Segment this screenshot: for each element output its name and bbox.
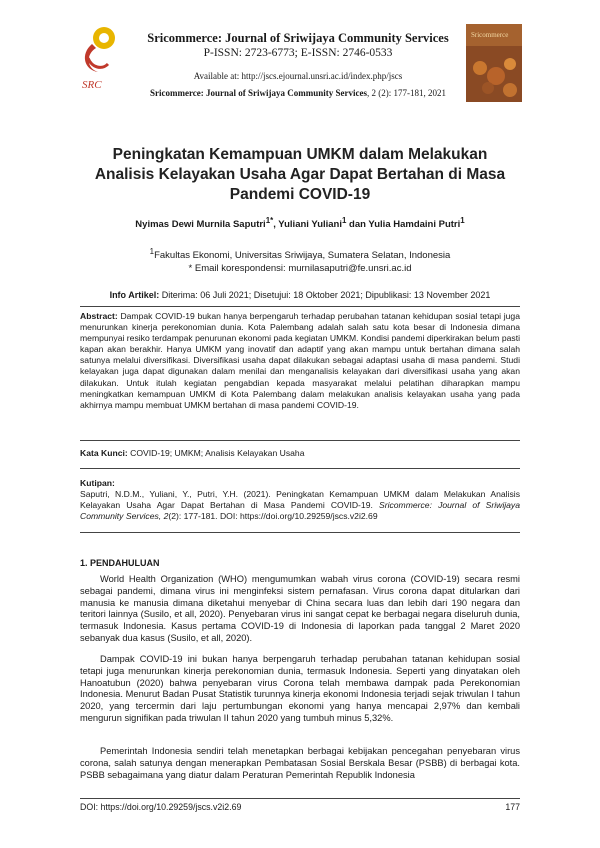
author-name: , Yuliani Yuliani [273,219,343,231]
page-footer [80,802,520,812]
cover-label: Sricommerce [471,31,509,39]
footer-doi[interactable]: DOI: https://doi.org/10.29259/jscs.v2i2.69 [80,802,242,812]
article-info: Info Artikel: Diterima: 06 Juli 2021; Disetujui: 18 Oktober 2021; Dipublikasi: 13 November 2021 [109,290,491,300]
journal-logo [78,24,126,94]
title-line: Pandemi COVID-19 [229,186,371,203]
section-heading: 1. PENDAHULUAN [80,558,160,568]
journal-header [126,30,470,99]
citation-block [80,478,520,522]
author-name: dan Yulia Hamdaini Putri [346,219,461,231]
author-name: Nyimas Dewi Murnila Saputri [135,219,266,231]
abstract [80,311,520,411]
keywords: Kata Kunci: COVID-19; UMKM; Analisis Kelayakan Usaha [80,448,305,458]
journal-citation: Sricommerce: Journal of Sriwijaya Community Services, 2 (2): 177-181, 2021 [149,88,447,98]
abstract-label: Abstract: [80,311,118,321]
article-title [60,145,540,205]
citation-text: Saputri, N.D.M., Yuliani, Y., Putri, Y.H. (2021). Peningkatan Kemampuan UMKM dalam Melakukan Analisis Kelayakan Usaha Agar Dapat Bertahan di Masa Pandemi COVID-19. Sricommerce: Journal of Sriwijaya Community Services, 2(2): 177-181. DOI: https://doi.org/10.29259/jscs.v2i2.69 [80,489,520,522]
journal-title: Sricommerce: Journal of Sriwijaya Community Services [147,31,449,45]
journal-url[interactable]: Available at: http://jscs.ejournal.unsri.ac.id/index.php/jscs [193,71,403,81]
body-paragraph: Pemerintah Indonesia sendiri telah menetapkan berbagai kebijakan pencegahan penyebaran virus corona, salah satunya dengan menerapkan Pembatasan Sosial Berskala Besar (PSBB) di berbagai kota. PSBB sebagaimana yang diatur dalam Peraturan Pemerintah Republik Indonesia [80,746,520,780]
footer-divider [80,798,520,799]
affiliation-block [60,245,540,275]
citation-label: Kutipan: [80,478,115,488]
journal-issn: P-ISSN: 2723-6773; E-ISSN: 2746-0533 [203,47,393,59]
body-paragraph: Dampak COVID-19 ini bukan hanya berpengaruh terhadap perubahan tatanan kehidupan sosial tetapi juga menurunkan kinerja perekonomian dunia, termasuk Indonesia. Seperti yang dinyatakan oleh Hanoatubun (2020) bahwa penyebaran virus Corona telah membawa dampak pada Perekonomian Indonesia. Menurut Badan Pusat Statistik turunnya kinerja ekonomi Indonesia terjadi sejak triwulan I tahun 2020, yang tercermin dari laju pertumbungan ekonomi yang hanya mencapai 2,97% dan kembali mengurun signifikan pada triwulan II tahun 2020 yang tumbuh minus 5,32%. [80,654,520,723]
logo-text: SRC [82,79,102,91]
corresponding-email[interactable]: * Email korespondensi: murnilasaputri@fe.unsri.ac.id [188,263,412,275]
abstract-text: Dampak COVID-19 bukan hanya berpengaruh terhadap perubahan tatanan kehidupan sosial tetapi juga menurunkan kinerja perekonomian dunia. Kota Palembang adalah salah satu kota besar di Indonesia dimana mempunyai resiko terdampak penurunan ekonomi pada kegiatan UMKM. Kondisi pandemi diperkirakan belum pasti kapan akan berakhir. Hanya UMKM yang inovatif dan adaptif yang akan mampu untuk bertahan dimana salah satunya melalui diversifikasi. Diversifikasi usaha dapat dilakukan sebagai adaptasi usaha di masa pandemi. Studi kelayakan juga dapat digunakan dalam menilai dan menganalisis kelayakan dari diversifikasi usaha yang akan dilakukan. Untuk itulah kegiatan pengabdian kepada masyarakat melalui pelatihan diharapkan mampu meningkatkan kemampuan UMKM di Kota Palembang dalam melakukan analisis kelayakan usaha yang pada akhirnya mampu membuat UMKM bertahan di masa pandemi COVID-19. [80,311,520,410]
divider [80,468,520,469]
affiliation: $^1$Fakultas Ekonomi, Universitas Sriwijaya, Sumatera Selatan, Indonesia [149,247,451,262]
divider [80,532,520,533]
author-list: Nyimas Dewi Murnila Saputri$^{1*}$, Yuliani Yuliani$^1$ dan Yulia Hamdaini Putri$^1$ [135,216,465,231]
divider [80,440,520,441]
page-number: 177 [505,802,520,812]
title-line: Peningkatan Kemampuan UMKM dalam Melakukan [112,146,488,163]
divider [80,306,520,307]
body-paragraph: World Health Organization (WHO) mengumumkan wabah virus corona (COVID-19) secara resmi sebagai pandemi, dimana virus ini menginfeksi sistem pernafasan. Virus corona dapat ditularkan dari manusia ke manusia dimana diketahui menyebar di China secara luas dan lebih dari 190 negara dan teritori lainnya (Susilo, et all, 2020). Penyebaran virus ini sangat cepat ke berbagai negara diseluruh dunia, termasuk Indonesia. Kasus pertama COVID-19 di Indonesia di laporkan pada tanggal 2 Maret 2020 sebanyak dua kasus (Susilo, et all, 2020). [80,574,520,643]
title-line: Analisis Kelayakan Usaha Agar Dapat Bertahan di Masa [94,166,506,183]
journal-cover-image [466,24,522,102]
